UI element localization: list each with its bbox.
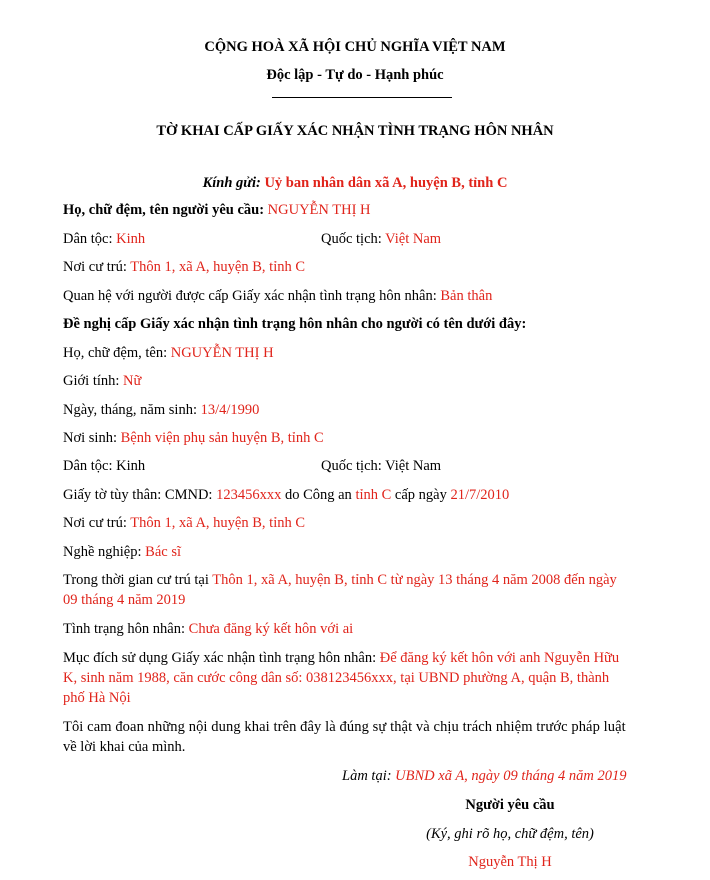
purpose-line-2: K, sinh năm 1988, căn cước công dân số: 038123456xxx, tại UBND phường A, quận B, thành — [63, 670, 610, 686]
dob-line — [63, 401, 663, 419]
subject-residence-line — [63, 514, 663, 532]
birthplace-line — [63, 429, 663, 447]
request-heading: Đề nghị cấp Giấy xác nhận tình trạng hôn nhân cho người có tên dưới đây: — [63, 316, 527, 332]
id-issuer: tỉnh C — [355, 487, 392, 503]
subject-ethnicity-line — [63, 457, 663, 475]
gender-label: Giới tính: — [63, 373, 124, 389]
requester-ethnicity-label: Dân tộc: — [63, 231, 117, 247]
form-title: TỜ KHAI CẤP GIẤY XÁC NHẬN TÌNH TRẠNG HÔN NHÂN — [156, 123, 554, 139]
purpose-label: Mục đích sử dụng Giấy xác nhận tình trạng hôn nhân: — [63, 650, 380, 666]
relation-line — [63, 287, 663, 305]
requester-name-line — [63, 201, 663, 219]
status-value: Chưa đăng ký kết hôn với ai — [188, 621, 354, 637]
id-date: 21/7/2010 — [450, 487, 510, 503]
period-line-2: 09 tháng 4 năm 2019 — [63, 592, 186, 608]
purpose-line-1 — [63, 649, 663, 667]
purpose-value-1: Để đăng ký kết hôn với anh Nguyễn Hữu — [379, 650, 620, 666]
status-line — [63, 620, 663, 638]
pledge-line-2: về lời khai của mình. — [63, 739, 186, 755]
requester-residence-line — [63, 258, 663, 276]
subject-name-line — [63, 344, 663, 362]
nation-heading: CỘNG HOÀ XÃ HỘI CHỦ NGHĨA VIỆT NAM — [204, 39, 506, 55]
gender-line — [63, 372, 663, 390]
requester-residence-label: Nơi cư trú: — [63, 259, 131, 275]
addressee-label: Kính gửi: — [202, 175, 265, 191]
id-mid2: cấp ngày — [391, 487, 451, 503]
requester-nationality-value: Việt Nam — [385, 231, 442, 247]
signing-place-label: Làm tại: — [342, 768, 396, 784]
dob-value: 13/4/1990 — [200, 402, 260, 418]
subject-name-label: Họ, chữ đệm, tên: — [63, 345, 171, 361]
job-value: Bác sĩ — [145, 544, 181, 560]
subject-name-value: NGUYỄN THỊ H — [170, 345, 274, 361]
id-line — [63, 486, 663, 504]
requester-ethnicity-line — [63, 230, 663, 248]
signing-place-line — [342, 767, 672, 785]
subject-residence-label: Nơi cư trú: — [63, 515, 131, 531]
period-value-1: Thôn 1, xã A, huyện B, tỉnh C từ ngày 13 tháng 4 năm 2008 đến ngày — [212, 572, 617, 588]
requester-ethnicity-value: Kinh — [116, 231, 146, 247]
gender-value: Nữ — [123, 373, 142, 389]
status-label: Tình trạng hôn nhân: — [63, 621, 189, 637]
requester-name-value: NGUYỄN THỊ H — [267, 202, 371, 218]
signing-place-value: UBND xã A, ngày 09 tháng 4 năm 2019 — [395, 768, 627, 784]
job-line — [63, 543, 663, 561]
addressee-line — [0, 174, 710, 192]
subject-ethnicity: Dân tộc: Kinh — [63, 458, 146, 474]
relation-value: Bản thân — [440, 288, 493, 304]
dob-label: Ngày, tháng, năm sinh: — [63, 402, 201, 418]
requester-nationality — [321, 230, 441, 248]
requester-nationality-label: Quốc tịch: — [321, 231, 386, 247]
id-mid: do Công an — [281, 487, 356, 503]
pledge-line-1: Tôi cam đoan những nội dung khai trên đây là đúng sự thật và chịu trách nhiệm trước pháp luật — [63, 719, 626, 735]
motto-underline — [272, 97, 452, 98]
signer-name: Nguyễn Thị H — [468, 854, 552, 870]
job-label: Nghề nghiệp: — [63, 544, 146, 560]
motto: Độc lập - Tự do - Hạnh phúc — [266, 67, 444, 83]
period-line-1 — [63, 571, 663, 589]
id-number: 123456xxx — [216, 487, 282, 503]
id-label: Giấy tờ tùy thân: CMND: — [63, 487, 217, 503]
requester-residence-value: Thôn 1, xã A, huyện B, tỉnh C — [130, 259, 306, 275]
birthplace-label: Nơi sinh: — [63, 430, 121, 446]
requester-name-label: Họ, chữ đệm, tên người yêu cầu: — [63, 202, 268, 218]
relation-label: Quan hệ với người được cấp Giấy xác nhận tình trạng hôn nhân: — [63, 288, 441, 304]
period-label: Trong thời gian cư trú tại — [63, 572, 213, 588]
signature-note: (Ký, ghi rõ họ, chữ đệm, tên) — [426, 826, 594, 842]
purpose-line-3: phố Hà Nội — [63, 690, 131, 706]
subject-nationality: Quốc tịch: Việt Nam — [321, 458, 442, 474]
signer-role: Người yêu cầu — [465, 797, 555, 813]
subject-residence-value: Thôn 1, xã A, huyện B, tỉnh C — [130, 515, 306, 531]
birthplace-value: Bệnh viện phụ sản huyện B, tỉnh C — [120, 430, 324, 446]
addressee-value: Uỷ ban nhân dân xã A, huyện B, tỉnh C — [264, 175, 508, 191]
